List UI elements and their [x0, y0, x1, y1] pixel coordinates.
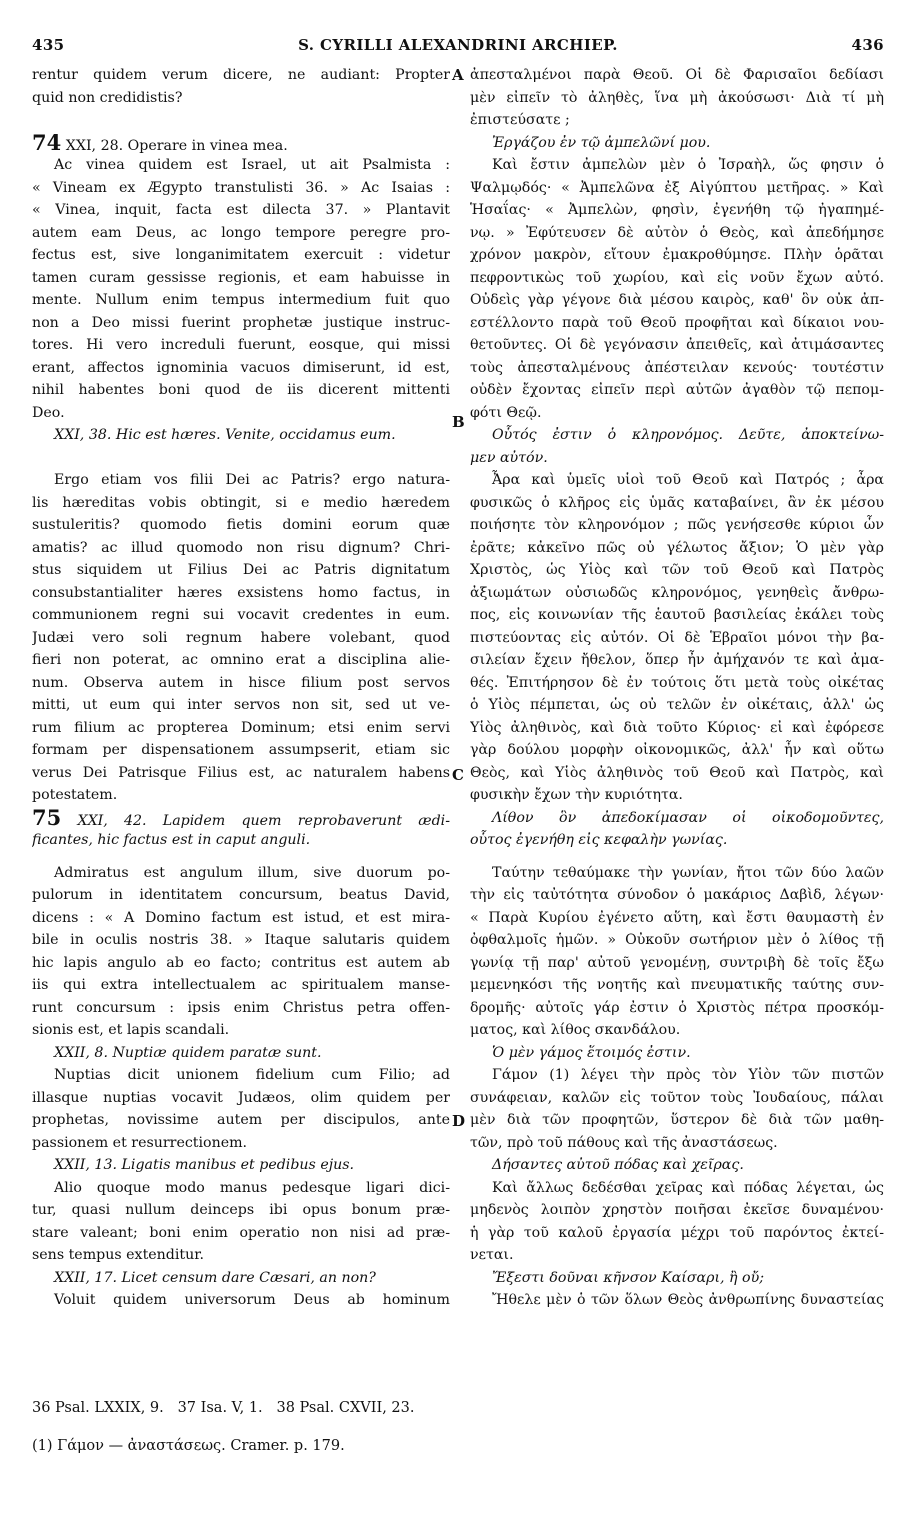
latin-line: « Vinea, inquit, facta est dilecta 37. » Plantavit — [32, 202, 450, 218]
greek-line: Υἱὸς ἀληθινὸς, καὶ διὰ τοῦτο Κύριος· εἰ καὶ ἐφόρεσε — [470, 719, 884, 736]
latin-line: lis hæreditas vobis obtingit, si e medio hæredem — [32, 494, 450, 511]
greek-verse-heading: μεν αὐτόν. — [470, 449, 548, 466]
latin-line: stare valeant; boni enim operatio non nisi ad præ- — [32, 1224, 450, 1241]
latin-line: sionis est, et lapis scandali. — [32, 1022, 230, 1038]
greek-line: τὴν εἰς ταὐτότητα σύνοδον ὁ μακάριος Δαβὶδ, λέγων· — [470, 887, 884, 903]
latin-line: iis qui extra intellectualem ac spiritualem manse- — [32, 977, 450, 993]
greek-line: Γάμον (1) λέγει τὴν πρὸς τὸν Υἱὸν τῶν πιστῶν — [492, 1067, 884, 1083]
latin-line: formam per dispensationem assumpserit, etiam sic — [32, 742, 450, 758]
greek-line: Ταύτην τεθαύμακε τὴν γωνίαν, ἤτοι τῶν δύο λαῶν — [492, 864, 884, 881]
latin-line: Alio quoque modo manus pedesque ligari dici- — [54, 1179, 450, 1196]
latin-line: fectus est, sive longanimitatem exercuit : videtur — [32, 247, 450, 263]
latin-line: rum filium ac propterea Dominum; etsi enim servi — [32, 719, 450, 736]
greek-line: χρόνον μακρὸν, εἴτουν ἐμακροθύμησε. Πλὴν ὁρᾶται — [470, 247, 884, 263]
latin-line: stus siquidem ut Filius Dei ac Patris dignitatum — [32, 562, 450, 578]
latin-column — [32, 64, 450, 1312]
verse-heading: XXII, 17. Licet censum dare Cæsari, an non? — [54, 1269, 376, 1286]
left-page-number: 435 — [32, 36, 65, 54]
greek-line: μὲν διὰ τῶν προφητῶν, ὕστερον δὲ διὰ τῶν μαθη- — [470, 1112, 884, 1128]
latin-line: mente. Nullum enim tempus intermedium fuit quo — [32, 292, 450, 308]
latin-line: hic lapis angulo ab eo facto; contritus est autem ab — [32, 954, 450, 971]
greek-verse-heading: οὗτος ἐγενήθη εἰς κεφαλὴν γωνίας. — [470, 832, 728, 848]
greek-line: Ἤθελε μὲν ὁ τῶν ὅλων Θεὸς ἀνθρωπίνης δυναστείας — [492, 1292, 884, 1308]
latin-line: tores. Hi vero increduli fuerunt, eosque, qui missi — [32, 337, 450, 353]
greek-line: ἡ γὰρ τοῦ καλοῦ ἐργασία μέχρι τοῦ παρόντος ἐκτεί- — [470, 1224, 884, 1241]
latin-line: fieri non poterat, ac omnino erat a disciplina alie- — [32, 652, 450, 668]
latin-line: rentur quidem verum dicere, ne audiant: Propter — [32, 67, 450, 83]
scripture-footnotes: 36 Psal. LXXIX, 9. 37 Isa. V, 1. 38 Psal. CXVII, 23. — [32, 1400, 415, 1416]
page-header — [32, 36, 884, 58]
greek-line: γωνίᾳ τῇ παρ' αὐτοῦ γενομένῃ, συντριβὴ δὲ τοῖς ἔξω — [470, 954, 884, 971]
greek-line: Ἆρα καὶ ὑμεῖς υἱοὶ τοῦ Θεοῦ καὶ Πατρός ; ἆρα — [492, 472, 884, 488]
greek-line: μηδενὸς λοιπὸν χρηστὸν ποιῆσαι ἐκεῖσε δυναμένου· — [470, 1202, 884, 1218]
verse-heading: XXII, 13. Ligatis manibus et pedibus ejus. — [54, 1157, 355, 1173]
greek-line: ὁ Υἱὸς πέμπεται, ὡς οὐ τελῶν ἐν οἰκέταις, ἀλλ' ὡς — [470, 697, 884, 713]
latin-line: verus Dei Patrisque Filius est, ac naturalem habens — [32, 764, 450, 781]
latin-line: pulorum in identitatem concursum, beatus David, — [32, 887, 450, 903]
latin-line: Nuptias dicit unionem fidelium cum Filio; ad — [54, 1067, 450, 1083]
greek-verse-heading: Ἐργάζου ἐν τῷ ἀμπελῶνί μου. — [492, 134, 711, 151]
latin-line: non a Deo missi fuerint prophetæ justique instruc- — [32, 314, 450, 331]
greek-line: ἀπεσταλμένοι παρὰ Θεοῦ. Οἱ δὲ Φαρισαῖοι δεδίασι — [470, 67, 884, 83]
greek-line: Καὶ ἔστιν ἀμπελὼν μὲν ὁ Ἰσραὴλ, ὥς φησιν ὁ — [492, 157, 884, 173]
section-heading-74: 74 XXI, 28. Operare in vinea mea. — [32, 131, 288, 154]
latin-line: prophetas, novissime autem per discipulos, ante — [32, 1112, 450, 1128]
latin-line: quid non credidistis? — [32, 89, 183, 106]
greek-line: οὐδὲν ἔχοντας εἰπεῖν περὶ αὐτῶν ἀγαθὸν τῷ πεπομ- — [470, 382, 884, 398]
latin-line: passionem et resurrectionem. — [32, 1134, 248, 1151]
greek-line: ματος, καὶ λίθος σκανδάλου. — [470, 1022, 681, 1038]
latin-line: Voluit quidem universorum Deus ab hominum — [54, 1292, 450, 1308]
latin-line: sens tempus extenditur. — [32, 1247, 204, 1263]
greek-line: « Παρὰ Κυρίου ἐγένετο αὕτη, καὶ ἔστι θαυμαστὴ ἐν — [470, 909, 884, 926]
latin-line: Ergo etiam vos filii Dei ac Patris? ergo natura- — [54, 472, 450, 488]
spacer — [470, 852, 884, 862]
greek-line: ὀφθαλμοῖς ἡμῶν. » Οὐκοῦν σωτήριον μὲν ὁ λίθος τῇ — [470, 932, 884, 948]
running-title: S. CYRILLI ALEXANDRINI ARCHIEP. — [298, 36, 618, 54]
greek-line: φυσικὴν ἔχων τὴν κυριότητα. — [470, 787, 683, 803]
latin-line: « Vineam ex Ægypto transtulisti 36. » Ac Isaias : — [32, 179, 450, 196]
section-heading-75: 75 XXI, 42. Lapidem quem reprobaverunt ædi- — [32, 806, 450, 829]
greek-verse-heading: Ἔξεστι δοῦναι κῆνσον Καίσαρι, ἢ οὔ; — [492, 1269, 765, 1286]
greek-line: ἐρᾶτε; κἀκεῖνο πῶς οὐ γέλωτος ἄξιον; Ὁ μὲν γὰρ — [470, 539, 884, 556]
margin-mark-c: C — [452, 766, 464, 784]
greek-line: τοὺς ἀπεσταλμένους ἀπέστειλαν κενούς· τουτέστιν — [470, 359, 884, 376]
latin-line: Ac vinea quidem est Israel, ut ait Psalmista : — [54, 157, 450, 173]
latin-line: potestatem. — [32, 787, 118, 803]
right-page-number: 436 — [851, 36, 884, 54]
latin-line: autem eam Deus, ac longo tempore peregre pro- — [32, 224, 450, 241]
greek-verse-heading: Ὁ μὲν γάμος ἕτοιμός ἐστιν. — [492, 1044, 691, 1061]
latin-line: runt concursum : ipsis enim Christus petra offen- — [32, 999, 450, 1016]
greek-line: Θεὸς, καὶ Υἱὸς ἀληθινὸς τοῦ Θεοῦ καὶ Πατρὸς, καὶ — [470, 764, 884, 781]
latin-line: sustuleritis? quomodo fietis domini eorum quæ — [32, 517, 450, 533]
greek-source-footnote: (1) Γάμον — ἀναστάσεως. Cramer. p. 179. — [32, 1438, 345, 1454]
latin-line: amatis? ac illud quomodo non risu dignum? Chri- — [32, 539, 450, 556]
margin-mark-b: B — [452, 413, 465, 431]
greek-line: φυσικῶς ὁ κλῆρος εἰς ὑμᾶς καταβαίνει, ἂν ἐκ μέσου — [470, 494, 884, 511]
latin-line: consubstantialiter hæres exsistens homo factus, in — [32, 584, 450, 601]
latin-line: Admiratus est angulum illum, sive duorum po- — [54, 864, 450, 881]
greek-line: τῶν, πρὸ τοῦ πάθους καὶ τῆς ἀναστάσεως. — [470, 1134, 778, 1151]
greek-line: γὰρ δούλου μορφὴν οἰκονομικῶς, ἀλλ' ἦν καὶ οὕτω — [470, 742, 884, 758]
greek-line: μεμενηκόσι τῆς νοητῆς καὶ πνευματικῆς ταύτης συν- — [470, 977, 884, 993]
latin-line: tur, quasi nullum deinceps ibi opus bonum præ- — [32, 1202, 450, 1218]
latin-line: mitti, ut eum qui inter servos non sit, sed ut ve- — [32, 697, 450, 713]
greek-verse-heading: Οὗτός ἐστιν ὁ κληρονόμος. Δεῦτε, ἀποκτείνω- — [492, 427, 884, 443]
margin-mark-d: D — [452, 1112, 466, 1130]
greek-line: ἐπιστεύσατε ; — [470, 112, 570, 128]
greek-verse-heading: Λίθον ὃν ἀπεδοκίμασαν οἱ οἰκοδομοῦντες, — [492, 809, 884, 826]
greek-line: Ἡσαΐας· « Ἀμπελὼν, φησὶν, ἐγενήθη τῷ ἠγαπημέ- — [470, 202, 884, 218]
latin-line: nihil habentes boni quod de iis dicerent mittenti — [32, 382, 450, 398]
spacer — [32, 109, 450, 132]
latin-line: num. Observa autem in hisce filium post servos — [32, 674, 450, 691]
greek-line: φότι Θεῷ. — [470, 404, 542, 421]
greek-line: Καὶ ἄλλως δεδέσθαι χεῖρας καὶ πόδας λέγεται, ὡς — [492, 1179, 884, 1196]
greek-line: πεφροντικὼς τοῦ χωρίου, καὶ εἰς νοῦν ἔχων αὐτό. — [470, 269, 884, 286]
verse-heading: XXI, 38. Hic est hæres. Venite, occidamus eum. — [54, 427, 396, 443]
greek-line: μὲν εἰπεῖν τὸ ἀληθὲς, ἵνα μὴ ἀκούσωσι· Διὰ τί μὴ — [470, 89, 884, 106]
latin-line: communionem regni sui vocavit credentes in eum. — [32, 607, 450, 623]
greek-line: πιστεύοντας εἰς αὐτόν. Οἱ δὲ Ἑβραῖοι μόνοι τὴν βα- — [470, 629, 884, 646]
greek-line: ποιήσητε τὸν κληρονόμον ; πῶς γενήσεσθε κύριοι ὧν — [470, 517, 884, 533]
latin-line: tamen curam gessisse regionis, et eam habuisse in — [32, 269, 450, 286]
latin-line: bile in oculis nostris 38. » Itaque salutaris quidem — [32, 932, 450, 948]
greek-line: νῳ. » Ἐφύτευσεν δὲ αὐτὸν ὁ Θεὸς, καὶ ἀπεδήμησε — [470, 224, 884, 241]
greek-line: δρομῆς· αὐτοῖς γάρ ἐστιν ὁ Χριστὸς πέτρα προσκόμ- — [470, 999, 884, 1016]
greek-verse-heading: Δήσαντες αὐτοῦ πόδας καὶ χεῖρας. — [492, 1157, 744, 1173]
greek-line: νεται. — [470, 1247, 514, 1263]
greek-line: θές. Ἐπιτήρησον δὲ ἐν τούτοις ὅτι μετὰ τοὺς οἰκέτας — [470, 674, 884, 691]
greek-line: εστέλλοντο παρὰ τοῦ Θεοῦ προφῆται καὶ δίκαιοι νου- — [470, 314, 884, 331]
greek-line: πος, εἰς κοινωνίαν τῆς ἑαυτοῦ βασιλείας ἐκάλει τοὺς — [470, 607, 884, 623]
greek-line: Ψαλμῳδός· « Ἀμπελῶνα ἐξ Αἰγύπτου μετῆρας. » Καὶ — [470, 179, 884, 196]
verse-heading: ficantes, hic factus est in caput anguli. — [32, 832, 311, 848]
latin-line: dicens : « A Domino factum est istud, et est mira- — [32, 909, 450, 926]
latin-line: Judæi vero soli regnum habere volebant, quod — [32, 629, 450, 646]
greek-line: Χριστὸς, ὡς Υἱὸς καὶ τῶν τοῦ Θεοῦ καὶ Πατρὸς — [470, 562, 884, 578]
spacer — [32, 852, 450, 862]
greek-column — [470, 64, 884, 1312]
greek-line: σιλείαν ἔχειν ἤθελον, ὅπερ ἦν ἀμήχανόν τε καὶ ἀμα- — [470, 652, 884, 668]
spacer — [32, 447, 450, 470]
greek-line: συνάφειαν, καλῶν εἰς τοῦτον τοὺς Ἰουδαίους, πάλαι — [470, 1089, 884, 1106]
greek-line: ἀξιωμάτων οὐσιωδῶς κληρονόμος, γενηθεὶς ἄνθρω- — [470, 584, 884, 601]
latin-line: erant, affectos ignominia vacuos dimiserunt, id est, — [32, 359, 450, 376]
margin-mark-a: A — [452, 66, 464, 84]
greek-line: θετοῦντες. Οἱ δὲ γεγόνασιν ἀπειθεῖς, καὶ ἀτιμάσαντες — [470, 337, 884, 353]
greek-line: Οὐδεὶς γὰρ γέγονε διὰ μέσου καιρὸς, καθ' ὃν οὐκ ἀπ- — [470, 292, 884, 308]
verse-heading: XXII, 8. Nuptiæ quidem paratæ sunt. — [54, 1044, 322, 1061]
latin-line: Deo. — [32, 404, 65, 421]
latin-line: illasque nuptias vocavit Judæos, olim quidem per — [32, 1089, 450, 1106]
